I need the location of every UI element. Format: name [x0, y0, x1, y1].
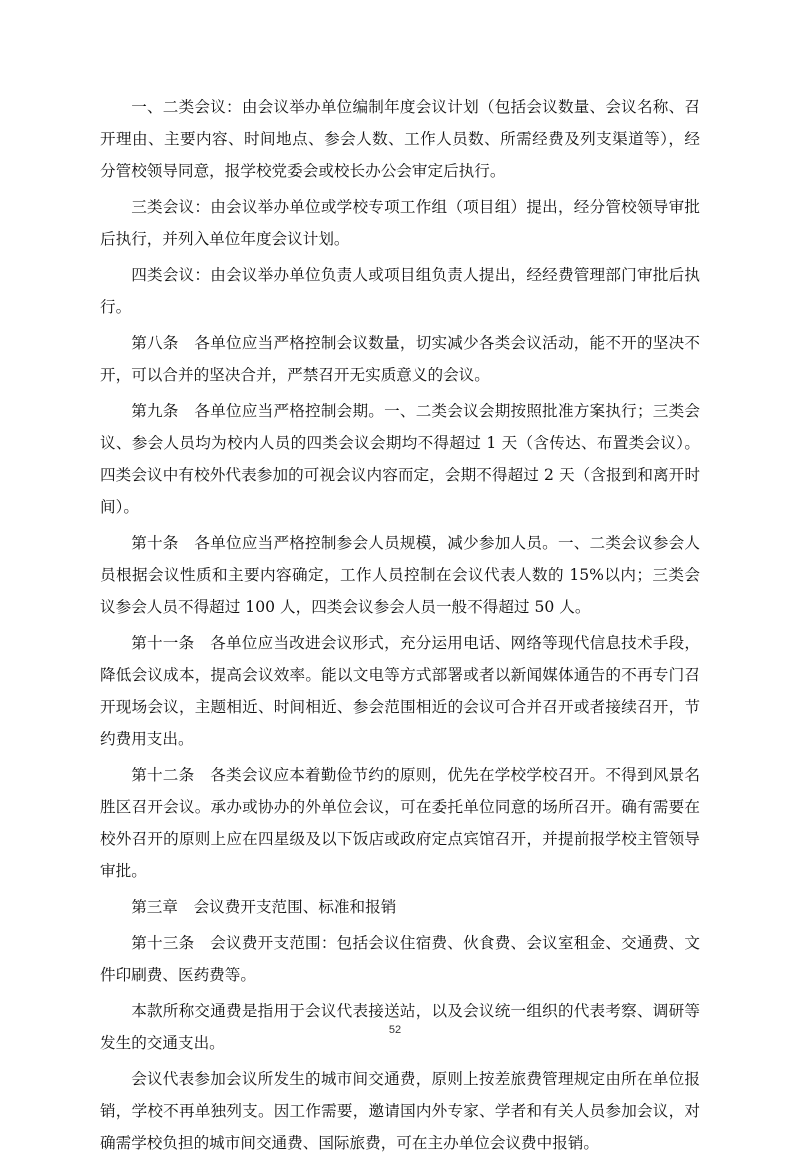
chapter-heading-3: 第三章 会议费开支范围、标准和报销: [131, 898, 397, 916]
document-body: [100, 91, 700, 1163]
paragraph-article-11: 第十一条 各单位应当改进会议形式，充分运用电话、网络等现代信息技术手段，降低会议成本，提高会议效率。能以文电等方式部署或者以新闻媒体通告的不再专门召开现场会议，主题相近、时间相近、参会范围相近的会议可合并召开或者接续召开，节约费用支出。: [100, 634, 700, 748]
paragraph-intercity-transport: 会议代表参加会议所发生的城市间交通费，原则上按差旅费管理规定由所在单位报销，学校不再单独列支。因工作需要，邀请国内外专家、学者和有关人员参加会议，对确需学校负担的城市间交通费、国际旅费，可在主办单位会议费中报销。: [100, 1070, 700, 1152]
paragraph-article-12: 第十二条 各类会议应本着勤俭节约的原则，优先在学校学校召开。不得到风景名胜区召开会议。承办或协办的外单位会议，可在委托单位同意的场所召开。确有需要在校外召开的原则上应在四星级及以下饭店或政府定点宾馆召开，并提前报学校主管领导审批。: [100, 766, 700, 880]
paragraph-meeting-type-3: 三类会议：由会议举办单位或学校专项工作组（项目组）提出，经分管校领导审批后执行，并列入单位年度会议计划。: [100, 198, 700, 248]
paragraph-meeting-type-4: 四类会议：由会议举办单位负责人或项目组负责人提出，经经费管理部门审批后执行。: [100, 266, 700, 316]
paragraph-article-13: 第十三条 会议费开支范围：包括会议住宿费、伙食费、会议室租金、交通费、文件印刷费、医药费等。: [100, 934, 700, 984]
paragraph-article-9: 第九条 各单位应当严格控制会期。一、二类会议会期按照批准方案执行；三类会议、参会人员均为校内人员的四类会议会期均不得超过 1 天（含传达、布置类会议）。四类会议中有校外代表参加的可视会议内容而定，会期不得超过 2 天（含报到和离开时间）。: [100, 402, 700, 516]
paragraph-meeting-types-1-2: 一、二类会议：由会议举办单位编制年度会议计划（包括会议数量、会议名称、召开理由、主要内容、时间地点、参会人数、工作人员数、所需经费及列支渠道等），经分管校领导同意，报学校党委会或校长办公会审定后执行。: [100, 98, 700, 180]
paragraph-transport-definition: 本款所称交通费是指用于会议代表接送站，以及会议统一组织的代表考察、调研等发生的交通支出。: [100, 1002, 700, 1052]
page-number: 52: [388, 1024, 402, 1036]
paragraph-article-8: 第八条 各单位应当严格控制会议数量，切实减少各类会议活动，能不开的坚决不开，可以合并的坚决合并，严禁召开无实质意义的会议。: [100, 334, 700, 384]
paragraph-article-10: 第十条 各单位应当严格控制参会人员规模，减少参加人员。一、二类会议参会人员根据会议性质和主要内容确定，工作人员控制在会议代表人数的 15%以内；三类会议参会人员不得超过 100 人，四类会议参会人员一般不得超过 50 人。: [100, 534, 700, 616]
